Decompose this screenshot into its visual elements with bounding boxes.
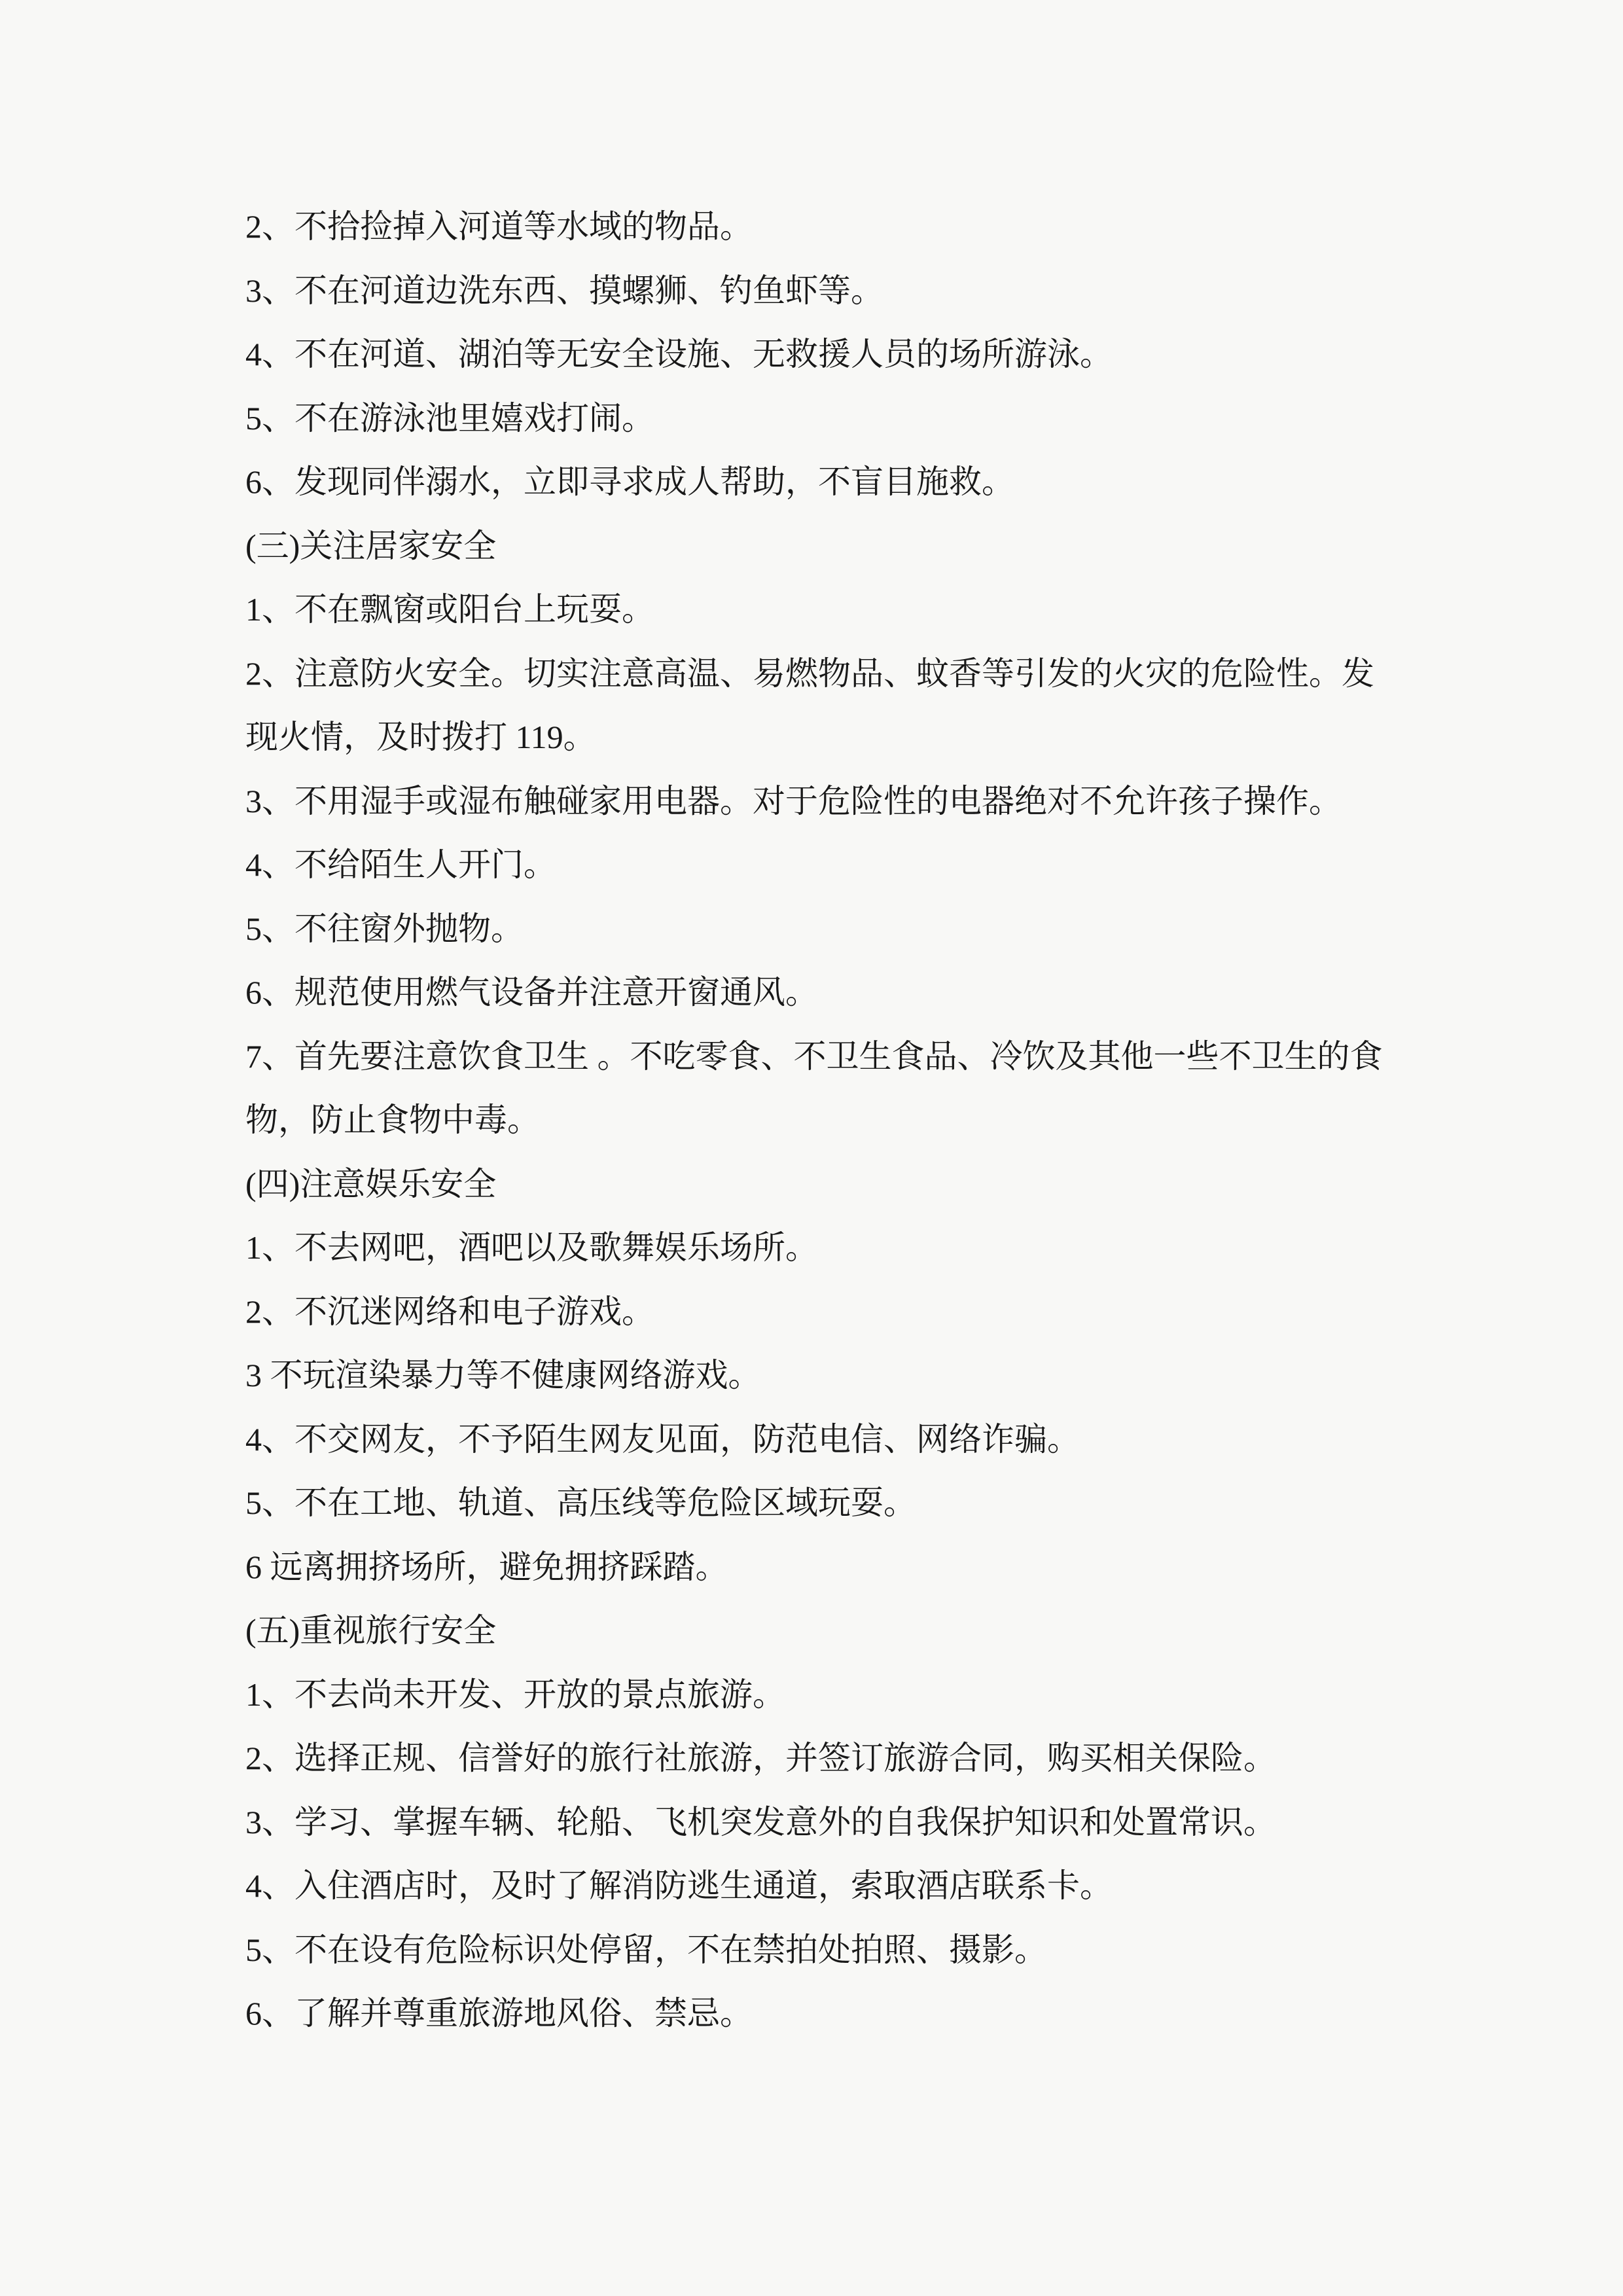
list-item-line: 2、不拾捡掉入河道等水域的物品。 <box>245 208 753 245</box>
section-heading: (三)关注居家安全 <box>245 527 497 564</box>
document-content <box>245 195 1381 2046</box>
list-item-line: 4、入住酒店时，及时了解消防逃生通道，索取酒店联系卡。 <box>245 1867 1113 1904</box>
section-heading: (四)注意娱乐安全 <box>245 1165 497 1202</box>
list-item-line: 2、选择正规、信誉好的旅行社旅游，并签订旅游合同，购买相关保险。 <box>245 1740 1276 1776</box>
wrapped-line-continuation: 物，防止食物中毒。 <box>245 1102 540 1138</box>
list-item-line: 2、注意防火安全。切实注意高温、易燃物品、蚊香等引发的火灾的危险性。发 <box>245 655 1374 692</box>
list-item-line: 4、不给陌生人开门。 <box>245 846 556 883</box>
list-item-line: 5、不在游泳池里嬉戏打闹。 <box>245 399 654 437</box>
list-item-line: 4、不交网友，不予陌生网友见面，防范电信、网络诈骗。 <box>245 1420 1080 1458</box>
list-item-line: 7、首先要注意饮食卫生 。不吃零食、不卫生食品、冷饮及其他一些不卫生的食 <box>245 1037 1383 1075</box>
list-item-line: 2、不沉迷网络和电子游戏。 <box>245 1293 654 1330</box>
list-item-line: 6 远离拥挤场所，避免拥挤踩踏。 <box>245 1548 728 1585</box>
list-item-line: 1、不在飘窗或阳台上玩耍。 <box>245 591 654 628</box>
list-item-line: 1、不去尚未开发、开放的景点旅游。 <box>245 1676 785 1713</box>
wrapped-line-continuation: 现火情，及时拨打 119。 <box>245 719 596 755</box>
list-item-line: 6、规范使用燃气设备并注意开窗通风。 <box>245 974 818 1011</box>
list-item-line: 3 不玩渲染暴力等不健康网络游戏。 <box>245 1357 761 1393</box>
list-item-line: 5、不在设有危险标识处停留，不在禁拍处拍照、摄影。 <box>245 1931 1047 1968</box>
list-item-line: 4、不在河道、湖泊等无安全设施、无救援人员的场所游泳。 <box>245 336 1113 372</box>
list-item-line: 6、了解并尊重旅游地风俗、禁忌。 <box>245 1995 753 2032</box>
list-item-line: 3、学习、掌握车辆、轮船、飞机突发意外的自我保护知识和处置常识。 <box>245 1803 1276 1840</box>
section-heading: (五)重视旅行安全 <box>245 1612 497 1649</box>
list-item-line: 1、不去网吧，酒吧以及歌舞娱乐场所。 <box>245 1229 818 1266</box>
list-item-line: 5、不在工地、轨道、高压线等危险区域玩耍。 <box>245 1484 916 1521</box>
list-item-line: 3、不用湿手或湿布触碰家用电器。对于危险性的电器绝对不允许孩子操作。 <box>245 782 1342 819</box>
list-item-line: 5、不往窗外抛物。 <box>245 910 524 947</box>
list-item-line: 6、发现同伴溺水，立即寻求成人帮助，不盲目施救。 <box>245 463 1014 500</box>
list-item-line: 3、不在河道边洗东西、摸螺狮、钓鱼虾等。 <box>245 272 883 309</box>
